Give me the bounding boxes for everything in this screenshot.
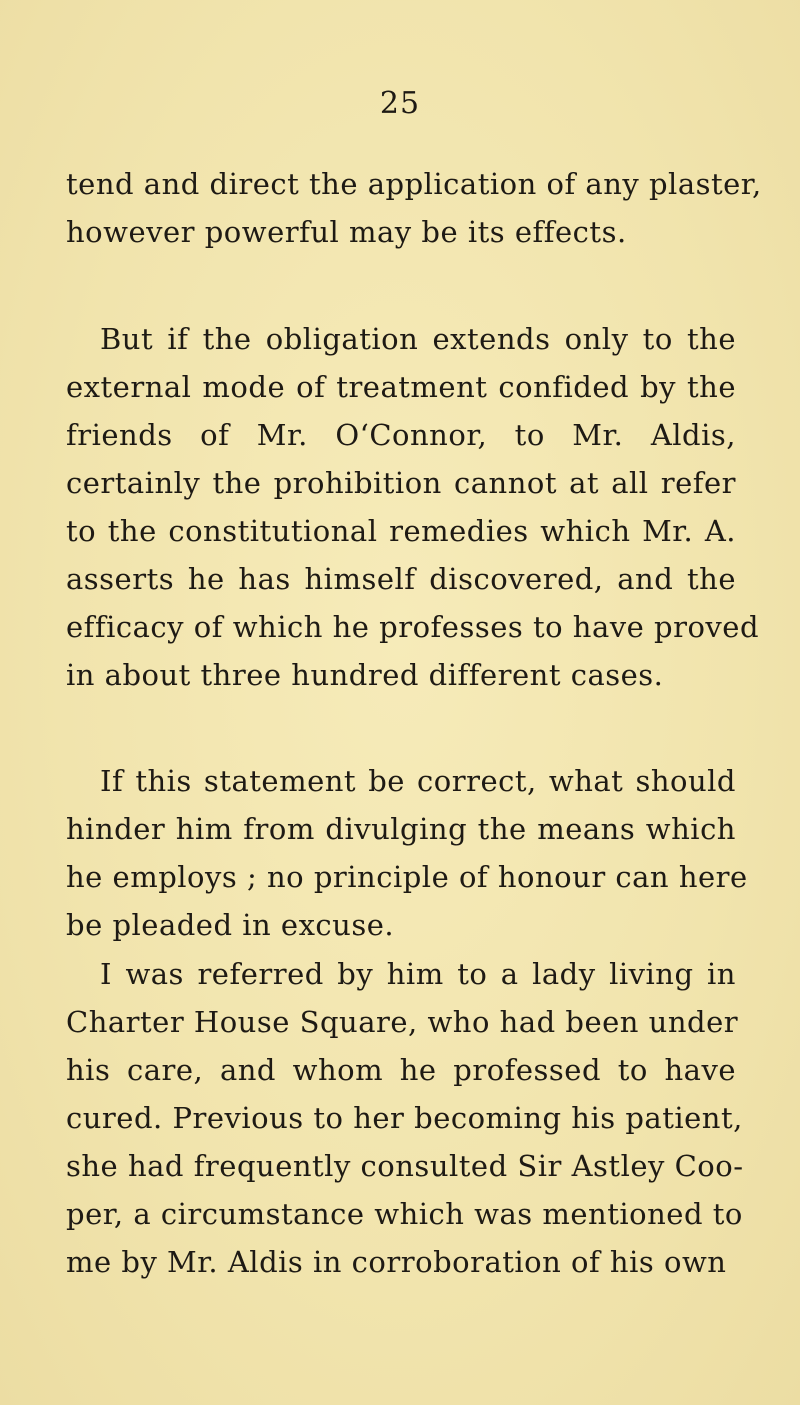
text-line: If this statement be correct, what should bbox=[100, 764, 736, 798]
text-line: she had frequently consulted Sir Astley Coo- bbox=[66, 1149, 744, 1183]
text-line: friends of Mr. O‘Connor, to Mr. Aldis, bbox=[66, 418, 736, 452]
text-line: asserts he has himself discovered, and the bbox=[66, 562, 736, 596]
text-line: Charter House Square, who had been under bbox=[66, 1005, 739, 1039]
text-line: he employs ; no principle of honour can here bbox=[66, 860, 748, 894]
text-line: to the constitutional remedies which Mr. A. bbox=[66, 514, 736, 548]
text-line: certainly the prohibition cannot at all refer bbox=[66, 466, 736, 500]
paragraph-3 bbox=[66, 757, 748, 949]
text-line: be pleaded in excuse. bbox=[66, 908, 395, 942]
paragraph-2 bbox=[66, 315, 760, 699]
text-line: however powerful may be its effects. bbox=[66, 215, 627, 249]
text-line: tend and direct the application of any plaster, bbox=[66, 167, 762, 201]
text-line: hinder him from divulging the means which bbox=[66, 812, 736, 846]
paragraph-1 bbox=[66, 160, 762, 256]
page-number: 25 bbox=[379, 86, 421, 121]
paragraph-4 bbox=[66, 950, 744, 1286]
text-line: cured. Previous to her becoming his patient, bbox=[66, 1101, 743, 1135]
text-line: efficacy of which he professes to have proved bbox=[66, 610, 760, 644]
text-line: I was referred by him to a lady living in bbox=[100, 957, 736, 991]
text-line: me by Mr. Aldis in corroboration of his own bbox=[66, 1245, 727, 1279]
text-line: But if the obligation extends only to the bbox=[100, 322, 736, 356]
text-line: in about three hundred different cases. bbox=[66, 658, 664, 692]
text-line: his care, and whom he professed to have bbox=[66, 1053, 736, 1087]
text-line: per, a circumstance which was mentioned to bbox=[66, 1197, 743, 1231]
text-line: external mode of treatment confided by the bbox=[66, 370, 736, 404]
